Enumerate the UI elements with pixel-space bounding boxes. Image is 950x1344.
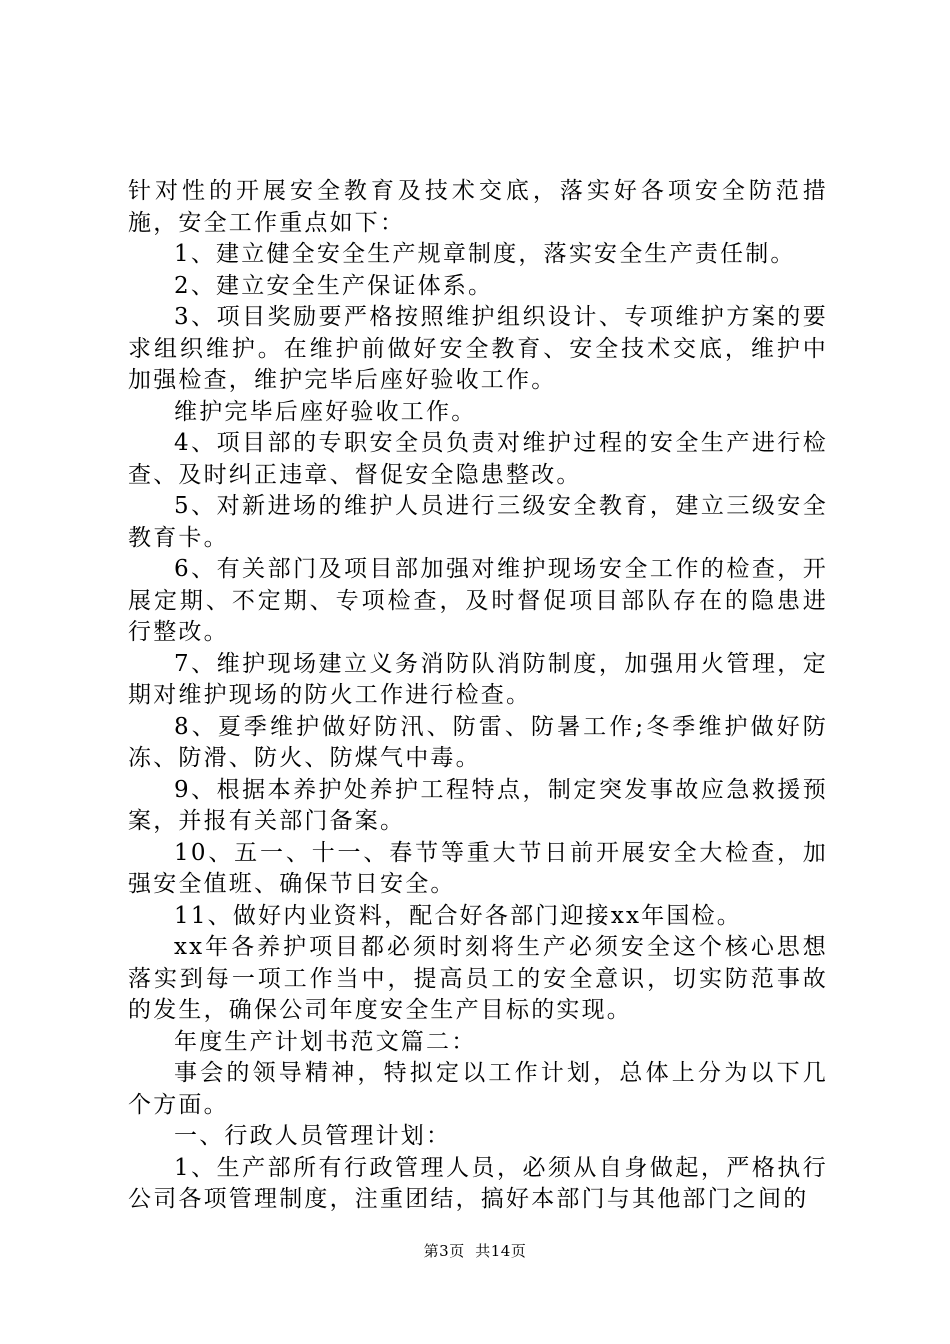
paragraph-repeat-note: 维护完毕后座好验收工作。 bbox=[174, 398, 477, 425]
paragraph-item-10: 10、五一、十一、春节等重大节日前开展安全大检查，加强安全值班、确保节日安全。 bbox=[128, 839, 828, 897]
document-body bbox=[128, 176, 828, 1216]
paragraph-continuation: 针对性的开展安全教育及技术交底，落实好各项安全防范措施，安全工作重点如下： bbox=[128, 178, 828, 236]
paragraph-item-11: 11、做好内业资料，配合好各部门迎接xx年国检。 bbox=[174, 902, 743, 929]
paragraph-item-9: 9、根据本养护处养护工程特点，制定突发事故应急救援预案，并报有关部门备案。 bbox=[128, 776, 828, 834]
paragraph-item-3: 3、项目奖励要严格按照维护组织设计、专项维护方案的要求组织维护。在维护前做好安全教育、安全技术交底，维护中加强检查，维护完毕后座好验收工作。 bbox=[128, 304, 828, 393]
paragraph-intro: 事会的领导精神，特拟定以工作计划，总体上分为以下几个方面。 bbox=[128, 1060, 828, 1118]
paragraph-item-8: 8、夏季维护做好防汛、防雷、防暑工作;冬季维护做好防冻、防滑、防火、防煤气中毒。 bbox=[128, 713, 828, 771]
page-total: 共14页 bbox=[475, 1242, 527, 1260]
paragraph-item-2: 2、建立安全生产保证体系。 bbox=[174, 272, 494, 299]
paragraph-item-4: 4、项目部的专职安全员负责对维护过程的安全生产进行检查、及时纠正违章、督促安全隐患整改。 bbox=[128, 430, 828, 488]
paragraph-item-1: 1、建立健全安全生产规章制度，落实安全生产责任制。 bbox=[174, 241, 796, 267]
page-number: 第3页 bbox=[423, 1242, 465, 1260]
paragraph-admin-item-1: 1、生产部所有行政管理人员，必须从自身做起，严格执行公司各项管理制度，注重团结，搞好本部门与其他部门之间的 bbox=[128, 1154, 828, 1212]
paragraph-item-7: 7、维护现场建立义务消防队消防制度，加强用火管理，定期对维护现场的防火工作进行检查。 bbox=[128, 650, 828, 708]
subsection-heading: 一、行政人员管理计划： bbox=[174, 1123, 452, 1149]
page-footer bbox=[0, 1240, 950, 1261]
paragraph-item-6: 6、有关部门及项目部加强对维护现场安全工作的检查，开展定期、不定期、专项检查，及时督促项目部队存在的隐患进行整改。 bbox=[128, 556, 828, 645]
paragraph-item-5: 5、对新进场的维护人员进行三级安全教育，建立三级安全教育卡。 bbox=[128, 493, 828, 551]
section-heading: 年度生产计划书范文篇二： bbox=[174, 1028, 477, 1055]
paragraph-summary: xx年各养护项目都必须时刻将生产必须安全这个核心思想落实到每一项工作当中，提高员工的安全意识，切实防范事故的发生，确保公司年度安全生产目标的实现。 bbox=[128, 934, 828, 1023]
